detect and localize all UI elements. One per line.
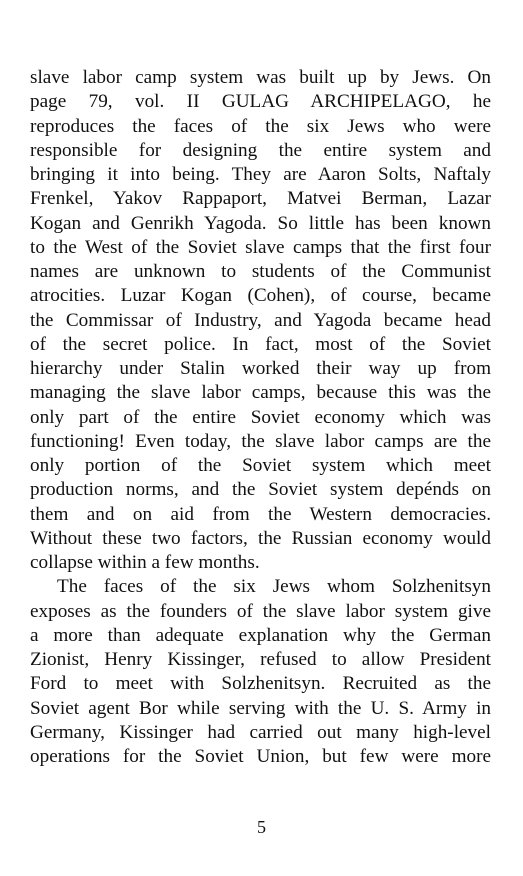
text-line: responsible for designing the entire system and <box>30 139 491 161</box>
body-text <box>30 66 491 769</box>
text-line: managing the slave labor camps, because this was the <box>30 382 491 404</box>
text-line: hierarchy under Stalin worked their way up from <box>30 358 491 379</box>
text-line: only portion of the Soviet system which meet <box>30 455 491 476</box>
text-line: Germany, Kissinger had carried out many high-level <box>30 721 491 743</box>
text-line: to the West of the Soviet slave camps that the first four <box>30 236 491 258</box>
page-number: 5 <box>257 817 266 837</box>
paragraph-first-line: The faces of the six Jews whom Solzhenitsyn <box>57 576 491 598</box>
text-line: bringing it into being. They are Aaron Solts, Naftaly <box>30 164 491 185</box>
text-line: atrocities. Luzar Kogan (Cohen), of course, became <box>30 285 491 307</box>
text-line: Kogan and Genrikh Yagoda. So little has been known <box>30 212 491 234</box>
text-line: page 79, vol. II GULAG ARCHIPELAGO, he <box>30 91 491 113</box>
text-line: Zionist, Henry Kissinger, refused to allow President <box>30 649 491 670</box>
text-line: only part of the entire Soviet economy which was <box>30 406 491 428</box>
text-line: functioning! Even today, the slave labor camps are the <box>30 430 491 452</box>
text-line: production norms, and the Soviet system depénds on <box>30 479 491 501</box>
text-line: Frenkel, Yakov Rappaport, Matvei Berman, Lazar <box>30 188 491 210</box>
text-line: them and on aid from the Western democracies. <box>30 503 491 525</box>
text-line: the Commissar of Industry, and Yagoda became head <box>30 309 491 331</box>
text-line: Soviet agent Bor while serving with the U. S. Army in <box>30 697 491 719</box>
text-line: operations for the Soviet Union, but few were more <box>30 746 491 767</box>
text-line: names are unknown to students of the Communist <box>30 261 491 282</box>
text-line: Ford to meet with Solzhenitsyn. Recruited as the <box>30 673 491 695</box>
text-line: of the secret police. In fact, most of the Soviet <box>30 333 491 355</box>
text-line: Without these two factors, the Russian economy would <box>30 527 491 549</box>
text-line: a more than adequate explanation why the German <box>30 624 491 646</box>
text-line: reproduces the faces of the six Jews who were <box>30 115 491 137</box>
text-line: slave labor camp system was built up by Jews. On <box>30 67 491 88</box>
paragraph-end-line: collapse within a few months. <box>30 552 260 573</box>
text-line: exposes as the founders of the slave labor system give <box>30 600 491 622</box>
